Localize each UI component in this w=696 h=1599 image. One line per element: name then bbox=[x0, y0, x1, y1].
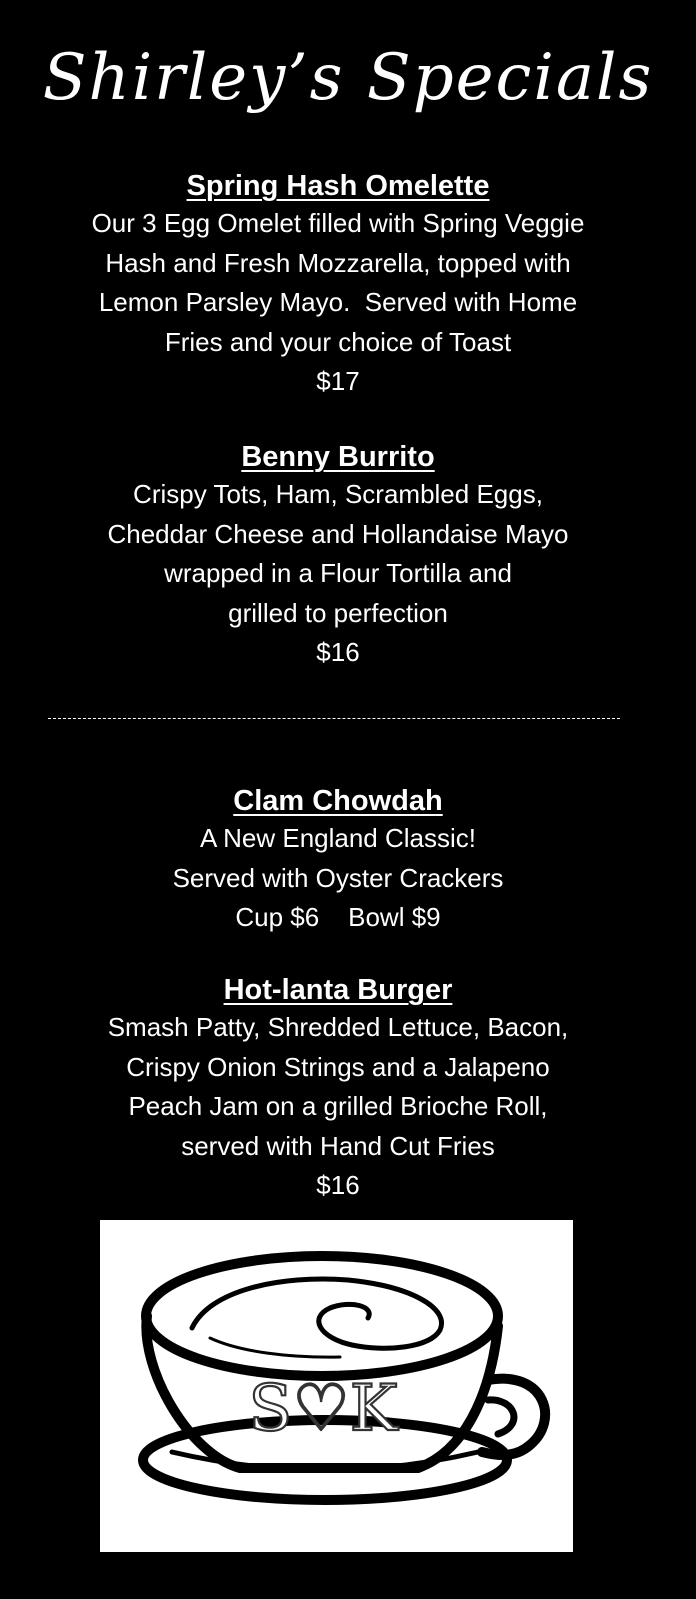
section-divider bbox=[48, 718, 620, 719]
item-description-line: Our 3 Egg Omelet filled with Spring Veggie bbox=[91, 208, 585, 238]
logo bbox=[100, 1220, 573, 1552]
item-description-line: A New England Classic! bbox=[199, 823, 477, 853]
menu-item-hot-lanta-burger bbox=[0, 972, 676, 1206]
item-description-line: Served with Oyster Crackers bbox=[172, 862, 504, 893]
item-description-line: Fries and your choice of Toast bbox=[164, 326, 512, 357]
menu-item-benny-burrito bbox=[0, 439, 676, 673]
item-description-line: Crispy Tots, Ham, Scrambled Eggs, bbox=[133, 479, 543, 509]
coffee-cup-icon bbox=[100, 1220, 573, 1552]
item-price: $17 bbox=[316, 366, 360, 396]
item-price: $16 bbox=[316, 637, 360, 667]
item-description-line: Smash Patty, Shredded Lettuce, Bacon, bbox=[107, 1012, 569, 1042]
item-description-line: served with Hand Cut Fries bbox=[181, 1130, 495, 1161]
item-description-line: wrapped in a Flour Tortilla and bbox=[164, 558, 512, 588]
item-description-line: Cheddar Cheese and Hollandaise Mayo bbox=[107, 518, 569, 549]
page-title: Shirley’s Specials bbox=[42, 41, 654, 115]
item-name: Spring Hash Omelette bbox=[186, 170, 490, 202]
item-name: Benny Burrito bbox=[241, 441, 435, 473]
menu-item-clam-chowdah bbox=[0, 783, 676, 938]
item-price: Cup $6 Bowl $9 bbox=[235, 902, 441, 932]
item-description-line: Peach Jam on a grilled Brioche Roll, bbox=[128, 1091, 548, 1121]
item-description-line: Crispy Onion Strings and a Jalapeno bbox=[126, 1051, 550, 1082]
item-name: Hot-lanta Burger bbox=[223, 974, 453, 1006]
item-price: $16 bbox=[316, 1170, 360, 1200]
item-description-line: Hash and Fresh Mozzarella, topped with bbox=[105, 247, 571, 278]
item-description-line: Lemon Parsley Mayo. Served with Home bbox=[98, 287, 578, 317]
logo-letters: S♡K bbox=[248, 1372, 398, 1446]
item-name: Clam Chowdah bbox=[233, 785, 443, 817]
item-description-line: grilled to perfection bbox=[228, 597, 448, 628]
menu-item-spring-hash-omelette bbox=[0, 168, 676, 402]
